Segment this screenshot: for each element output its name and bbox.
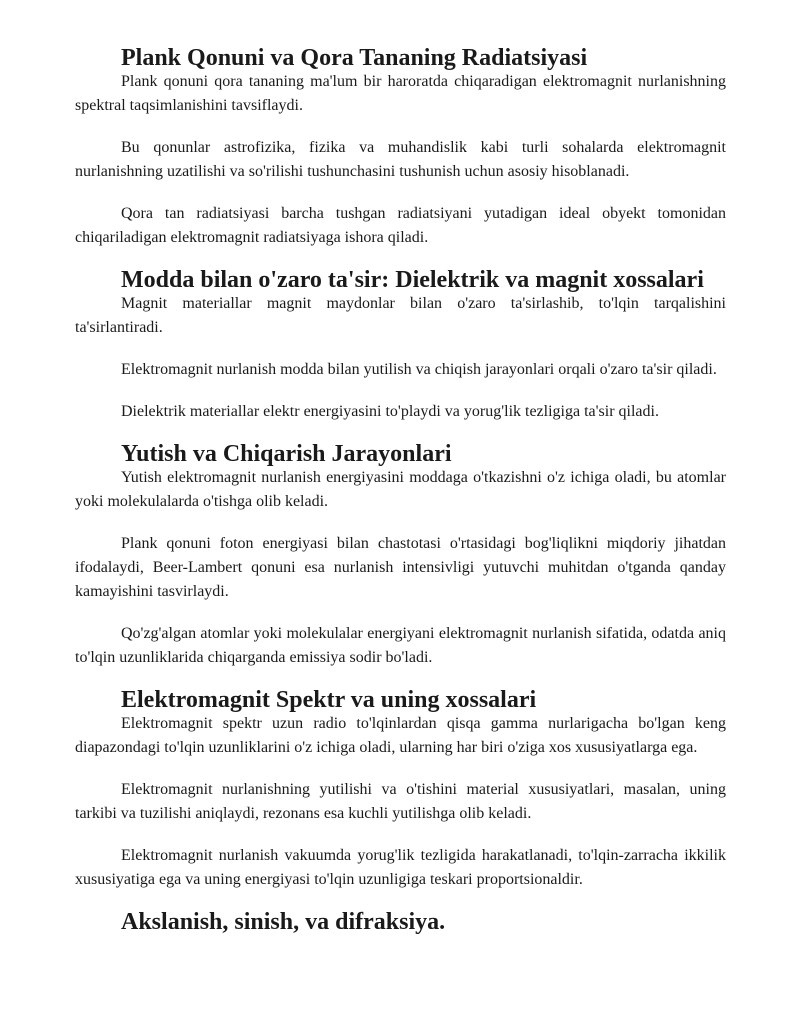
paragraph: Magnit materiallar magnit maydonlar bilan o'zaro ta'sirlashib, to'lqin tarqalishini ta'sirlantiradi. <box>75 295 726 336</box>
paragraph: Elektromagnit nurlanish vakuumda yorug'lik tezligida harakatlanadi, to'lqin-zarracha ikkilik xususiyatiga ega va uning energiyasi to'lqin uzunligiga teskari proportsionaldir. <box>75 847 726 888</box>
section-heading: Yutish va Chiqarish Jarayonlari <box>121 441 452 467</box>
paragraph: Bu qonunlar astrofizika, fizika va muhandislik kabi turli sohalarda elektromagnit nurlanishning uzatilishi va so'rilishi tushunchasini tushunish uchun asosiy hisoblanadi. <box>75 139 726 180</box>
document-page <box>75 46 726 934</box>
paragraph: Dielektrik materiallar elektr energiyasini to'playdi va yorug'lik tezligiga ta'sir qiladi. <box>121 403 659 420</box>
paragraph: Qo'zg'algan atomlar yoki molekulalar energiyani elektromagnit nurlanish sifatida, odatda aniq to'lqin uzunliklarida chiqarganda emissiya sodir bo'ladi. <box>75 625 726 666</box>
paragraph: Elektromagnit spektr uzun radio to'lqinlardan qisqa gamma nurlarigacha bo'lgan keng diapazondagi to'lqin uzunliklarini o'z ichiga oladi, ularning har biri o'ziga xos xususiyatlarga ega. <box>75 715 726 756</box>
paragraph: Elektromagnit nurlanish modda bilan yutilish va chiqish jarayonlari orqali o'zaro ta'sir qiladi. <box>121 361 717 378</box>
section-heading: Elektromagnit Spektr va uning xossalari <box>121 687 537 713</box>
paragraph: Plank qonuni qora tananing ma'lum bir haroratda chiqaradigan elektromagnit nurlanishning spektral taqsimlanishini tavsiflaydi. <box>75 73 726 114</box>
section-heading: Akslanish, sinish, va difraksiya. <box>121 909 446 935</box>
section-heading: Plank Qonuni va Qora Tananing Radiatsiyasi <box>121 45 588 71</box>
paragraph: Plank qonuni foton energiyasi bilan chastotasi o'rtasidagi bog'liqlikni miqdoriy jihatdan ifodalaydi, Beer-Lambert qonuni esa nurlanish intensivligi yutuvchi muhitdan o'tganda qanday kamayishini tasvirlaydi. <box>75 535 726 600</box>
paragraph: Elektromagnit nurlanishning yutilishi va o'tishini material xususiyatlari, masalan, uning tarkibi va tuzilishi aniqlaydi, rezonans esa kuchli yutilishga olib keladi. <box>75 781 726 822</box>
paragraph: Qora tan radiatsiyasi barcha tushgan radiatsiyani yutadigan ideal obyekt tomonidan chiqariladigan elektromagnit radiatsiyaga ishora qiladi. <box>75 205 726 246</box>
paragraph: Yutish elektromagnit nurlanish energiyasini moddaga o'tkazishni o'z ichiga oladi, bu atomlar yoki molekulalarda o'tishga olib keladi. <box>75 469 726 510</box>
section-heading: Modda bilan o'zaro ta'sir: Dielektrik va magnit xossalari <box>121 267 704 293</box>
